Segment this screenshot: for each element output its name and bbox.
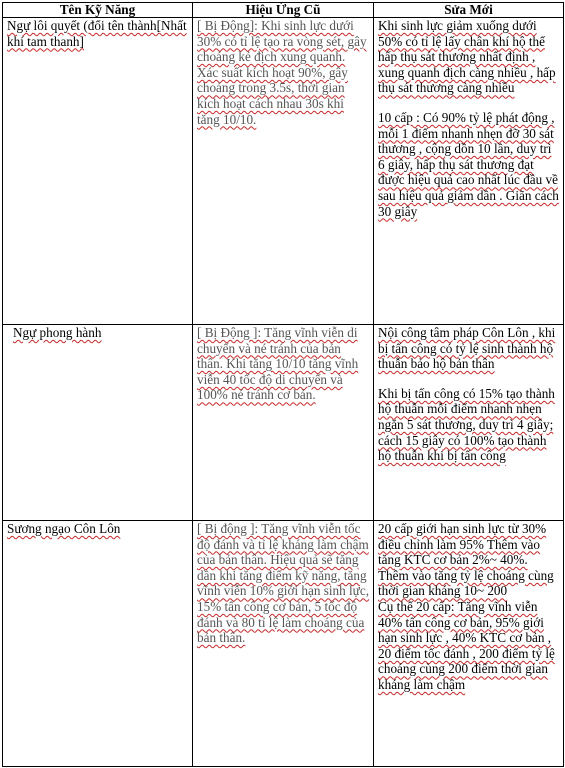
table-header-row [3, 3, 564, 18]
new-fix-cell [374, 521, 564, 767]
skill-name: Sương ngạo Côn Lôn [7, 521, 121, 536]
old-effect-text: [ Bị Động ]: Tăng vĩnh viễn di chuyển và né tránh của bản thân. Khi tăng 10/10 tăng vĩnh viễn 40 tốc độ di chuyển và 100% né tránh cơ bản. [197, 325, 359, 403]
new-fix-cell [374, 18, 564, 325]
table-row [3, 325, 564, 521]
new-fix-paragraph: Khi bị tấn công có 15% tạo thành hộ thuẫn mỗi điểm nhanh nhẹn ngăn 5 sát thương, duy trì 4 giây; cách 15 giây có 100% tạo thành hộ thuẫn khi bị tấn công [378, 385, 555, 464]
skill-name: Ngự lôi quyết (đổi tên thành[Nhất khí tam thanh] [7, 18, 187, 49]
header-skill-name: Tên Kỹ Năng [3, 3, 193, 18]
old-effect-text: [ Bị động ]: Tăng vĩnh viễn tốc độ đánh và tỉ lệ kháng làm chậm của bản thân. Hiệu quả sẽ tăng dần khi tăng điểm kỹ năng, tăng vĩnh viễn 10% giới hạn sinh lực, 15% tấn công cơ bản, 5 tốc độ đánh và 80 tỉ lệ làm choáng của bản thân. [197, 521, 369, 646]
new-fix-paragraph: 20 cấp giới hạn sinh lực từ 30% điều chỉnh làm 95% Thêm vào tăng KTC cơ bản 2%~ 40%. Thêm vào tăng tỷ lệ choáng cùng thời gian kháng 10~ 200 [378, 521, 554, 599]
skill-name-cell [3, 325, 193, 521]
new-fix-paragraph: Nội công tâm pháp Côn Lôn , khi bị tấn công có tỷ lệ sinh thành hộ thuẫn bảo hộ bản thân [378, 325, 556, 372]
table-row [3, 18, 564, 325]
header-new-fix: Sửa Mới [374, 3, 564, 18]
skill-comparison-table [2, 2, 564, 767]
old-effect-text: [ Bị Động]: Khi sinh lực dưới 30% có tỉ lệ tạo ra vòng sét, gây choáng kẻ địch xung quanh. Xác suất kích hoạt 90%, gây choáng trong 3.5s, thời gian kích hoạt cách nhau 30s khi tăng 10/10. [197, 18, 367, 127]
old-effect-cell [193, 521, 374, 767]
old-effect-cell [193, 325, 374, 521]
skill-name-cell [3, 18, 193, 325]
new-fix-paragraph: Cụ thể 20 cấp: Tăng vĩnh viễn 40% tấn công cơ bản, 95% giới hạn sinh lực , 40% KTC cơ bản , 20 điểm tốc đánh , 200 điểm tỷ lệ choáng cùng 200 điểm thời gian kháng làm chậm [378, 598, 555, 692]
old-effect-cell [193, 18, 374, 325]
new-fix-cell [374, 325, 564, 521]
skill-name-cell [3, 521, 193, 767]
skill-name: Ngự phong hành [13, 325, 102, 340]
header-old-effect: Hiệu Ứng Cũ [193, 3, 374, 18]
new-fix-paragraph: Khi sinh lực giảm xuống dưới 50% có tỉ lệ lấy chân khí hộ thể hấp thụ sát thương nhất định , xung quanh địch càng nhiều , hấp thụ sát thương càng nhiều [378, 18, 556, 96]
table-row [3, 521, 564, 767]
new-fix-paragraph: 10 cấp : Có 90% tỷ lệ phát động , mỗi 1 điểm nhanh nhẹn đỡ 30 sát thương , cộng dồn 10 lần, duy trì 6 giây, hấp thụ sát thương đạt được hiệu quả cao nhất lúc đầu về sau hiệu quả giảm dần . Giãn cách 30 giây [378, 109, 559, 219]
